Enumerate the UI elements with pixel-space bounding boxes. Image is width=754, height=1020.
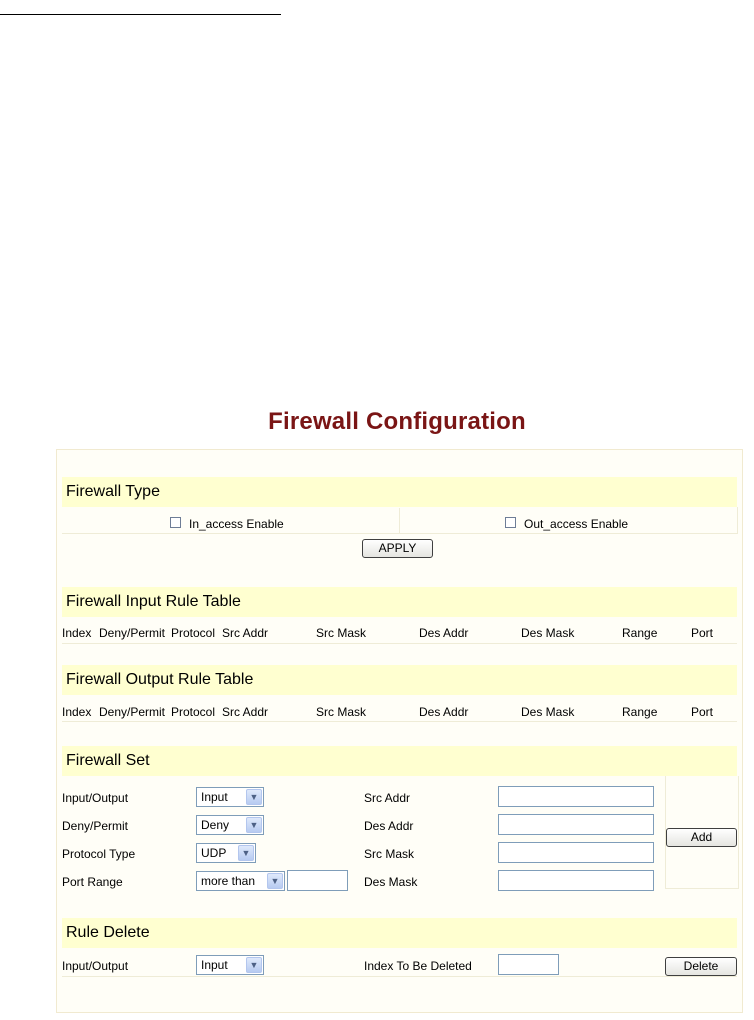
port-range-select[interactable] <box>196 871 285 891</box>
output-col-des-addr: Des Addr <box>419 705 469 719</box>
in-access-label: In_access Enable <box>189 517 284 531</box>
input-col-range: Range <box>622 626 658 640</box>
output-col-range: Range <box>622 705 658 719</box>
index-to-delete-label: Index To Be Deleted <box>364 959 472 973</box>
input-col-src-mask: Src Mask <box>316 626 367 640</box>
des-mask-label: Des Mask <box>364 875 418 889</box>
add-button[interactable]: Add <box>666 828 737 847</box>
chevron-down-icon[interactable]: ▼ <box>246 817 262 833</box>
output-col-index: Index <box>62 705 92 719</box>
set-input-output-select[interactable] <box>196 787 264 807</box>
delete-button[interactable]: Delete <box>665 957 737 976</box>
delete-input-output-label: Input/Output <box>62 959 129 973</box>
delete-input-output-select[interactable] <box>196 955 264 975</box>
input-rule-table-heading: Firewall Input Rule Table <box>62 587 737 617</box>
output-col-protocol: Protocol <box>171 705 216 719</box>
output-col-src-mask: Src Mask <box>316 705 367 719</box>
out-access-label: Out_access Enable <box>524 517 629 531</box>
output-col-des-mask: Des Mask <box>521 705 575 719</box>
apply-button[interactable]: APPLY <box>362 539 433 558</box>
chevron-down-icon[interactable]: ▼ <box>246 957 262 973</box>
port-input[interactable] <box>287 870 348 891</box>
protocol-type-label: Protocol Type <box>62 847 136 861</box>
protocol-type-select[interactable] <box>196 843 256 863</box>
set-input-output-value: Input <box>201 790 228 804</box>
deny-permit-label: Deny/Permit <box>62 819 129 833</box>
delete-input-output-value: Input <box>201 958 228 972</box>
firewall-type-row <box>62 507 738 534</box>
input-col-port: Port <box>691 626 714 640</box>
output-col-src-addr: Src Addr <box>222 705 269 719</box>
input-col-deny-permit: Deny/Permit <box>99 626 166 640</box>
input-col-des-mask: Des Mask <box>521 626 575 640</box>
index-to-delete-input[interactable] <box>498 954 559 975</box>
src-mask-input[interactable] <box>498 842 654 863</box>
chevron-down-icon[interactable]: ▼ <box>246 789 262 805</box>
src-mask-label: Src Mask <box>364 847 415 861</box>
out-access-checkbox[interactable] <box>505 517 516 528</box>
chevron-down-icon[interactable]: ▼ <box>238 845 254 861</box>
input-col-index: Index <box>62 626 92 640</box>
firewall-panel <box>56 449 743 1013</box>
firewall-type-divider <box>399 508 400 533</box>
in-access-checkbox[interactable] <box>170 517 181 528</box>
deny-permit-value: Deny <box>201 818 230 832</box>
input-col-protocol: Protocol <box>171 626 216 640</box>
deny-permit-select[interactable] <box>196 815 264 835</box>
output-col-port: Port <box>691 705 714 719</box>
firewall-type-heading: Firewall Type <box>62 477 737 507</box>
input-col-src-addr: Src Addr <box>222 626 269 640</box>
chevron-down-icon[interactable]: ▼ <box>267 873 283 889</box>
page-title: Firewall Configuration <box>268 408 526 435</box>
top-divider <box>0 14 281 15</box>
output-rule-table-heading: Firewall Output Rule Table <box>62 665 737 695</box>
port-range-label: Port Range <box>62 875 123 889</box>
set-input-output-label: Input/Output <box>62 791 129 805</box>
output-col-deny-permit: Deny/Permit <box>99 705 166 719</box>
port-range-value: more than <box>201 874 256 888</box>
protocol-type-value: UDP <box>201 846 227 860</box>
des-addr-label: Des Addr <box>364 819 414 833</box>
src-addr-input[interactable] <box>498 786 654 807</box>
src-addr-label: Src Addr <box>364 791 411 805</box>
des-addr-input[interactable] <box>498 814 654 835</box>
des-mask-input[interactable] <box>498 870 654 891</box>
firewall-set-heading: Firewall Set <box>62 746 737 776</box>
input-col-des-addr: Des Addr <box>419 626 469 640</box>
rule-delete-heading: Rule Delete <box>62 918 737 948</box>
